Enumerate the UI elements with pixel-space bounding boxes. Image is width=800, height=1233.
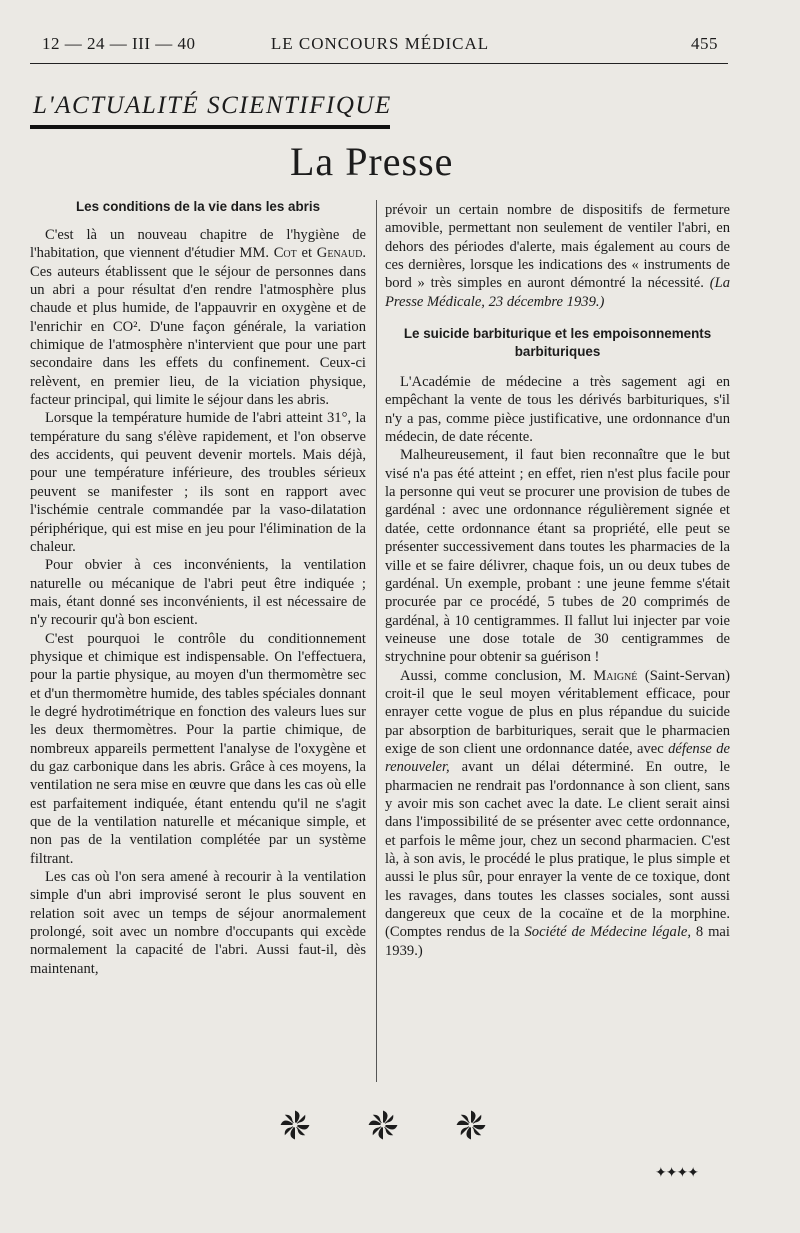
paragraph: C'est pourquoi le contrôle du conditionnement physique et chimique est indispensable. On l'effectuera, pour la partie physique, au moyen d'un thermomètre sec et d'un thermomètre humide, des tables spéciales donnant le degré hydrotimétrique en fonction des valeurs lues sur les deux thermomètres. Pour la partie chimique, de nombreux appareils permettent l'analyse de l'oxygène et du gaz carbonique dans les abris. Grâce à ces moyens, la ventilation ne sera mise en œuvre que dans les cas où elle est parfaitement indiquée, étant entendu qu'il ne s'agit que de la ventilation naturelle et mécanique simple, et non pas de la ventilation complétée par un système filtrant. [30,630,366,867]
column-divider [376,200,377,1082]
paragraph: Pour obvier à ces inconvénients, la ventilation naturelle ou mécanique de l'abri peut être indiquée ; mais, étant donné ses inconvénients, il est nécessaire de n'y recourir qu'à bon escient. [30,557,366,629]
pinwheel-ornament-icon [278,1108,312,1142]
page-number: 455 [691,34,718,53]
paragraph: L'Académie de médecine a très sagement agi en empêchant la vente de tous les dérivés barbituriques, s'il n'y a pas, comme pièce justificative, une ordonnance d'un médecin, de date récente. [385,374,730,446]
ornament-row [278,1108,488,1144]
citation: (La Presse Médicale, 23 décembre 1939.) [385,275,730,310]
header-rule [30,63,728,64]
text: (Saint-Servan) croit-il que le seul moyen véritablement efficace, pour enrayer cette vogue de plus en plus répandue du suicide par absorption de barbituriques, serait que le pharmacien exige de son client une ordonnance datée, avec [385,667,730,757]
article-heading-shelters: Les conditions de la vie dans les abris [75,199,321,214]
author-name: Cot [273,245,297,262]
pinwheel-ornament-icon [366,1108,400,1142]
text: avant un délai déterminé. En outre, le pharmacien ne rendrait pas l'ordonnance à son client, sans y avoir mis son cachet avec la date. Le client serait ainsi dans l'impossibilité de se présenter avec cette ordonnance, et parfois le même jour, chez un second pharmacien. C'est là, à son avis, le procédé le plus pratique, le plus simple et aussi le plus sûr, pour enrayer la vente de ce toxique, dont les ravages, dans toutes les classes sociales, sont aussi dangereux que ceux de la cocaïne et de la morphine. (Comptes rendus de la [385,759,730,941]
article-heading-barbiturates: Le suicide barbiturique et les empoisonnements barbituriques [403,326,712,360]
press-title [290,138,453,185]
section-title: L'ACTUALITÉ SCIENTIFIQUE [33,92,392,119]
text: prévoir un certain nombre de dispositifs de fermeture amovible, permettant non seulement de ventiler l'abri, en dehors des périodes d'alerte, mais également au cours de ces dernières, lorsque les indications des « instruments de bord » très simples en auront démontré la nécessité. [385,202,730,292]
author-name: Maigné [593,667,638,684]
text: Aussi, comme conclusion, M. [400,667,586,684]
press-title-word: Presse [345,139,454,184]
paragraph [385,667,730,961]
text: et [301,245,313,262]
citation: Société de Médecine légale, [524,924,692,941]
journal-title: LE CONCOURS MÉDICAL [270,34,490,53]
paragraph: Lorsque la température humide de l'abri atteint 31°, la température du sang s'élève rapidement, et l'on observe des accidents, qui peuvent devenir mortels. Mais déjà, pour une température inférieure, des troubles sérieux peuvent se manifester ; ils sont en rapport avec l'ischémie centrale commandée par la vaso-dilatation périphérique, qui est mise en jeu pour l'élimination de la chaleur. [30,410,366,555]
author-name: Genaud [316,245,363,262]
text: . Ces auteurs établissent que le séjour de personnes dans un abri a pour résultat d'en rendre l'atmosphère plus chaude et plus humide, de l'appauvrir en oxygène et de l'enrichir en CO². D'une façon générale, la variation chimique de l'atmosphère n'intervient que pour une part secondaire dans les effets du confinement. Ceux-ci relèvent, en premier lieu, de la viciation physique, facteur principal, qui limite le séjour dans les abris. [30,245,366,409]
press-title-article: La [290,139,335,184]
running-head [42,34,718,58]
paragraph: Les cas où l'on sera amené à recourir à la ventilation simple d'un abri improvisé seront le plus souvent en relation soit avec un temps de séjour anormalement prolongé, soit avec un nombre d'occupants qui excède normalement la capacité de l'abri. Aussi faut-il, dès maintenant, [30,869,366,977]
issue-date: 12 — 24 — III — 40 [42,34,196,53]
pinwheel-ornament-icon [454,1108,488,1142]
right-column [385,201,730,960]
section-title-underline [30,125,390,129]
end-mark: ✦✦✦✦ [655,1166,698,1181]
left-column [30,198,366,978]
paragraph-continued [385,201,730,311]
emphasis: défense de renouveler, [385,740,730,776]
text: C'est là un nouveau chapitre de l'hygiène de l'habitation, que viennent d'étudier MM. [30,227,366,262]
text: 8 mai 1939.) [385,924,730,959]
paragraph: Malheureusement, il faut bien reconnaître que le but visé n'a pas été atteint ; en effet, rien n'est plus facile pour la personne qui veut se procurer une provision de tubes de gardénal : avec une ordonnance régulièrement signée et datée, cette ordonnance étant sa propriété, elle peut se présenter successivement dans toutes les pharmacies de la ville et se faire délivrer, chaque fois, un ou deux tubes de gardénal. Un exemple, probant : une jeune femme s'était procurée par ce procédé, 5 tubes de 20 comprimés de gardénal, à 10 centigrammes. Il fallut lui injecter par voie veineuse une dose totale de 30 centigrammes de strychnine pour obtenir sa guérison ! [385,447,730,666]
paragraph [30,226,366,409]
